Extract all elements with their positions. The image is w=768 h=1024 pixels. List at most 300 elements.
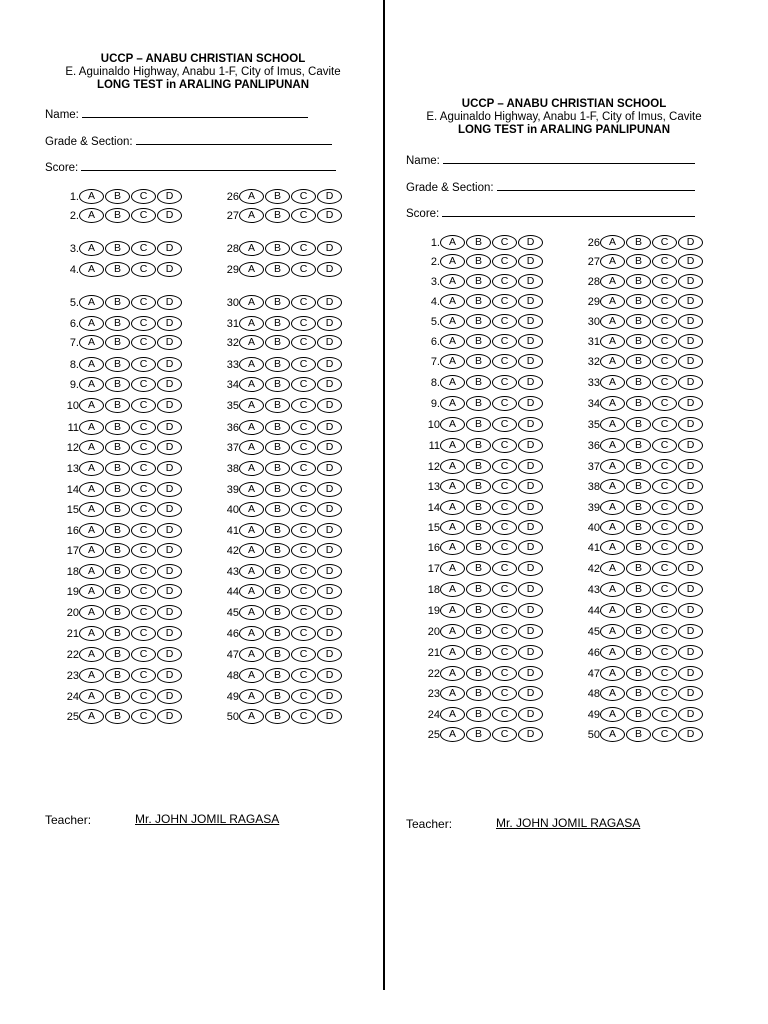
choice-bubble-b[interactable]: B (626, 294, 651, 309)
choice-bubble-a[interactable]: A (239, 564, 264, 579)
name-line[interactable] (443, 152, 695, 164)
choice-bubble-c[interactable]: C (652, 375, 677, 390)
choice-bubble-a[interactable]: A (79, 262, 104, 277)
choice-bubble-c[interactable]: C (652, 603, 677, 618)
choice-bubble-c[interactable]: C (131, 316, 156, 331)
choice-bubble-a[interactable]: A (79, 689, 104, 704)
choice-bubble-d[interactable]: D (518, 707, 543, 722)
choice-bubble-a[interactable]: A (79, 440, 104, 455)
choice-bubble-c[interactable]: C (291, 189, 316, 204)
choice-bubble-c[interactable]: C (291, 357, 316, 372)
choice-bubble-d[interactable]: D (518, 274, 543, 289)
choice-bubble-d[interactable]: D (518, 438, 543, 453)
choice-bubble-c[interactable]: C (652, 438, 677, 453)
choice-bubble-c[interactable]: C (291, 420, 316, 435)
choice-bubble-b[interactable]: B (265, 668, 290, 683)
choice-bubble-d[interactable]: D (678, 479, 703, 494)
choice-bubble-a[interactable]: A (600, 707, 625, 722)
choice-bubble-a[interactable]: A (600, 603, 625, 618)
choice-bubble-d[interactable]: D (518, 727, 543, 742)
choice-bubble-c[interactable]: C (131, 262, 156, 277)
choice-bubble-b[interactable]: B (265, 523, 290, 538)
choice-bubble-d[interactable]: D (317, 377, 342, 392)
choice-bubble-b[interactable]: B (265, 262, 290, 277)
choice-bubble-d[interactable]: D (678, 334, 703, 349)
choice-bubble-c[interactable]: C (131, 482, 156, 497)
choice-bubble-a[interactable]: A (239, 262, 264, 277)
choice-bubble-c[interactable]: C (652, 235, 677, 250)
choice-bubble-a[interactable]: A (440, 294, 465, 309)
choice-bubble-d[interactable]: D (317, 461, 342, 476)
choice-bubble-c[interactable]: C (131, 461, 156, 476)
choice-bubble-c[interactable]: C (131, 605, 156, 620)
choice-bubble-c[interactable]: C (291, 262, 316, 277)
choice-bubble-b[interactable]: B (466, 294, 491, 309)
choice-bubble-b[interactable]: B (466, 396, 491, 411)
choice-bubble-c[interactable]: C (291, 440, 316, 455)
choice-bubble-d[interactable]: D (317, 420, 342, 435)
choice-bubble-d[interactable]: D (317, 584, 342, 599)
choice-bubble-b[interactable]: B (626, 334, 651, 349)
choice-bubble-c[interactable]: C (131, 189, 156, 204)
choice-bubble-c[interactable]: C (131, 626, 156, 641)
choice-bubble-c[interactable]: C (291, 241, 316, 256)
choice-bubble-a[interactable]: A (600, 375, 625, 390)
choice-bubble-c[interactable]: C (131, 208, 156, 223)
choice-bubble-a[interactable]: A (600, 294, 625, 309)
choice-bubble-b[interactable]: B (105, 502, 130, 517)
choice-bubble-d[interactable]: D (678, 396, 703, 411)
choice-bubble-b[interactable]: B (626, 459, 651, 474)
choice-bubble-b[interactable]: B (466, 479, 491, 494)
choice-bubble-b[interactable]: B (626, 314, 651, 329)
choice-bubble-d[interactable]: D (317, 208, 342, 223)
choice-bubble-c[interactable]: C (291, 461, 316, 476)
choice-bubble-a[interactable]: A (440, 540, 465, 555)
choice-bubble-b[interactable]: B (626, 686, 651, 701)
choice-bubble-a[interactable]: A (440, 396, 465, 411)
choice-bubble-a[interactable]: A (440, 520, 465, 535)
choice-bubble-a[interactable]: A (600, 727, 625, 742)
choice-bubble-a[interactable]: A (600, 666, 625, 681)
choice-bubble-d[interactable]: D (678, 561, 703, 576)
choice-bubble-a[interactable]: A (440, 727, 465, 742)
choice-bubble-a[interactable]: A (239, 647, 264, 662)
choice-bubble-a[interactable]: A (440, 417, 465, 432)
choice-bubble-d[interactable]: D (317, 709, 342, 724)
choice-bubble-d[interactable]: D (317, 482, 342, 497)
choice-bubble-b[interactable]: B (626, 396, 651, 411)
choice-bubble-a[interactable]: A (440, 666, 465, 681)
choice-bubble-d[interactable]: D (157, 377, 182, 392)
choice-bubble-a[interactable]: A (600, 334, 625, 349)
choice-bubble-d[interactable]: D (518, 561, 543, 576)
choice-bubble-c[interactable]: C (131, 543, 156, 558)
choice-bubble-d[interactable]: D (518, 314, 543, 329)
grade-section-field[interactable] (45, 133, 332, 148)
choice-bubble-d[interactable]: D (317, 626, 342, 641)
choice-bubble-a[interactable]: A (79, 584, 104, 599)
choice-bubble-a[interactable]: A (239, 461, 264, 476)
choice-bubble-d[interactable]: D (518, 686, 543, 701)
choice-bubble-a[interactable]: A (600, 624, 625, 639)
choice-bubble-c[interactable]: C (291, 502, 316, 517)
choice-bubble-b[interactable]: B (626, 540, 651, 555)
choice-bubble-c[interactable]: C (492, 375, 517, 390)
choice-bubble-c[interactable]: C (131, 420, 156, 435)
choice-bubble-d[interactable]: D (518, 294, 543, 309)
choice-bubble-b[interactable]: B (466, 520, 491, 535)
choice-bubble-c[interactable]: C (492, 645, 517, 660)
choice-bubble-a[interactable]: A (600, 561, 625, 576)
choice-bubble-a[interactable]: A (79, 461, 104, 476)
choice-bubble-d[interactable]: D (317, 543, 342, 558)
choice-bubble-c[interactable]: C (131, 241, 156, 256)
choice-bubble-a[interactable]: A (239, 316, 264, 331)
choice-bubble-b[interactable]: B (265, 420, 290, 435)
choice-bubble-c[interactable]: C (131, 335, 156, 350)
choice-bubble-d[interactable]: D (157, 668, 182, 683)
choice-bubble-b[interactable]: B (105, 377, 130, 392)
choice-bubble-c[interactable]: C (652, 314, 677, 329)
choice-bubble-b[interactable]: B (626, 354, 651, 369)
choice-bubble-c[interactable]: C (492, 479, 517, 494)
choice-bubble-c[interactable]: C (131, 502, 156, 517)
choice-bubble-d[interactable]: D (317, 295, 342, 310)
choice-bubble-b[interactable]: B (105, 262, 130, 277)
choice-bubble-a[interactable]: A (440, 624, 465, 639)
choice-bubble-b[interactable]: B (105, 564, 130, 579)
choice-bubble-b[interactable]: B (105, 626, 130, 641)
choice-bubble-d[interactable]: D (317, 262, 342, 277)
grade-section-line[interactable] (136, 133, 332, 145)
choice-bubble-b[interactable]: B (265, 647, 290, 662)
choice-bubble-a[interactable]: A (79, 398, 104, 413)
choice-bubble-b[interactable]: B (105, 420, 130, 435)
choice-bubble-c[interactable]: C (492, 582, 517, 597)
choice-bubble-b[interactable]: B (105, 335, 130, 350)
choice-bubble-c[interactable]: C (291, 295, 316, 310)
choice-bubble-c[interactable]: C (291, 689, 316, 704)
choice-bubble-c[interactable]: C (652, 686, 677, 701)
choice-bubble-d[interactable]: D (157, 523, 182, 538)
choice-bubble-d[interactable]: D (157, 208, 182, 223)
choice-bubble-b[interactable]: B (466, 235, 491, 250)
choice-bubble-b[interactable]: B (265, 584, 290, 599)
choice-bubble-a[interactable]: A (239, 420, 264, 435)
choice-bubble-c[interactable]: C (492, 235, 517, 250)
choice-bubble-b[interactable]: B (265, 461, 290, 476)
score-field[interactable] (406, 205, 695, 220)
choice-bubble-c[interactable]: C (131, 709, 156, 724)
choice-bubble-d[interactable]: D (518, 396, 543, 411)
choice-bubble-a[interactable]: A (239, 523, 264, 538)
choice-bubble-c[interactable]: C (492, 314, 517, 329)
choice-bubble-b[interactable]: B (626, 375, 651, 390)
choice-bubble-a[interactable]: A (440, 354, 465, 369)
choice-bubble-b[interactable]: B (626, 645, 651, 660)
name-field[interactable] (45, 106, 308, 121)
choice-bubble-d[interactable]: D (157, 543, 182, 558)
choice-bubble-c[interactable]: C (291, 605, 316, 620)
choice-bubble-a[interactable]: A (79, 189, 104, 204)
choice-bubble-b[interactable]: B (466, 314, 491, 329)
choice-bubble-d[interactable]: D (678, 375, 703, 390)
choice-bubble-d[interactable]: D (317, 241, 342, 256)
choice-bubble-a[interactable]: A (440, 686, 465, 701)
choice-bubble-a[interactable]: A (239, 482, 264, 497)
choice-bubble-d[interactable]: D (317, 668, 342, 683)
choice-bubble-a[interactable]: A (79, 502, 104, 517)
choice-bubble-a[interactable]: A (239, 189, 264, 204)
choice-bubble-d[interactable]: D (157, 398, 182, 413)
choice-bubble-c[interactable]: C (492, 334, 517, 349)
choice-bubble-d[interactable]: D (157, 605, 182, 620)
choice-bubble-b[interactable]: B (105, 543, 130, 558)
choice-bubble-b[interactable]: B (105, 208, 130, 223)
choice-bubble-c[interactable]: C (492, 396, 517, 411)
choice-bubble-d[interactable]: D (678, 354, 703, 369)
choice-bubble-b[interactable]: B (265, 689, 290, 704)
choice-bubble-a[interactable]: A (600, 540, 625, 555)
choice-bubble-c[interactable]: C (492, 707, 517, 722)
choice-bubble-c[interactable]: C (492, 274, 517, 289)
choice-bubble-c[interactable]: C (652, 479, 677, 494)
choice-bubble-a[interactable]: A (600, 254, 625, 269)
choice-bubble-c[interactable]: C (291, 208, 316, 223)
choice-bubble-c[interactable]: C (492, 354, 517, 369)
choice-bubble-d[interactable]: D (518, 500, 543, 515)
choice-bubble-d[interactable]: D (317, 647, 342, 662)
choice-bubble-d[interactable]: D (678, 254, 703, 269)
choice-bubble-d[interactable]: D (157, 502, 182, 517)
choice-bubble-a[interactable]: A (79, 482, 104, 497)
choice-bubble-b[interactable]: B (466, 375, 491, 390)
choice-bubble-b[interactable]: B (105, 357, 130, 372)
choice-bubble-a[interactable]: A (600, 582, 625, 597)
choice-bubble-c[interactable]: C (492, 520, 517, 535)
choice-bubble-c[interactable]: C (492, 500, 517, 515)
choice-bubble-c[interactable]: C (652, 354, 677, 369)
score-line[interactable] (442, 205, 695, 217)
choice-bubble-b[interactable]: B (626, 727, 651, 742)
choice-bubble-b[interactable]: B (626, 479, 651, 494)
choice-bubble-b[interactable]: B (466, 603, 491, 618)
choice-bubble-a[interactable]: A (600, 274, 625, 289)
choice-bubble-a[interactable]: A (239, 605, 264, 620)
choice-bubble-a[interactable]: A (600, 686, 625, 701)
choice-bubble-a[interactable]: A (600, 235, 625, 250)
choice-bubble-c[interactable]: C (131, 668, 156, 683)
choice-bubble-c[interactable]: C (131, 440, 156, 455)
choice-bubble-d[interactable]: D (518, 254, 543, 269)
score-line[interactable] (81, 159, 336, 171)
choice-bubble-a[interactable]: A (440, 254, 465, 269)
choice-bubble-a[interactable]: A (440, 334, 465, 349)
choice-bubble-c[interactable]: C (492, 603, 517, 618)
choice-bubble-c[interactable]: C (492, 666, 517, 681)
choice-bubble-c[interactable]: C (652, 540, 677, 555)
choice-bubble-b[interactable]: B (466, 645, 491, 660)
choice-bubble-a[interactable]: A (440, 479, 465, 494)
choice-bubble-d[interactable]: D (157, 626, 182, 641)
choice-bubble-a[interactable]: A (239, 377, 264, 392)
choice-bubble-c[interactable]: C (492, 727, 517, 742)
choice-bubble-a[interactable]: A (440, 274, 465, 289)
choice-bubble-b[interactable]: B (105, 461, 130, 476)
choice-bubble-d[interactable]: D (157, 262, 182, 277)
choice-bubble-a[interactable]: A (600, 520, 625, 535)
choice-bubble-b[interactable]: B (105, 668, 130, 683)
choice-bubble-a[interactable]: A (440, 375, 465, 390)
choice-bubble-c[interactable]: C (652, 254, 677, 269)
choice-bubble-b[interactable]: B (105, 398, 130, 413)
choice-bubble-a[interactable]: A (440, 707, 465, 722)
choice-bubble-b[interactable]: B (466, 561, 491, 576)
choice-bubble-b[interactable]: B (105, 295, 130, 310)
choice-bubble-d[interactable]: D (518, 603, 543, 618)
choice-bubble-a[interactable]: A (239, 626, 264, 641)
choice-bubble-b[interactable]: B (626, 500, 651, 515)
choice-bubble-b[interactable]: B (265, 564, 290, 579)
choice-bubble-a[interactable]: A (79, 647, 104, 662)
choice-bubble-a[interactable]: A (440, 235, 465, 250)
choice-bubble-d[interactable]: D (518, 520, 543, 535)
choice-bubble-c[interactable]: C (131, 564, 156, 579)
choice-bubble-a[interactable]: A (79, 295, 104, 310)
choice-bubble-c[interactable]: C (131, 377, 156, 392)
choice-bubble-a[interactable]: A (600, 479, 625, 494)
choice-bubble-a[interactable]: A (79, 377, 104, 392)
choice-bubble-c[interactable]: C (652, 459, 677, 474)
choice-bubble-c[interactable]: C (652, 666, 677, 681)
choice-bubble-d[interactable]: D (518, 582, 543, 597)
choice-bubble-d[interactable]: D (157, 461, 182, 476)
choice-bubble-b[interactable]: B (265, 398, 290, 413)
choice-bubble-b[interactable]: B (626, 274, 651, 289)
choice-bubble-b[interactable]: B (466, 707, 491, 722)
choice-bubble-c[interactable]: C (291, 543, 316, 558)
choice-bubble-d[interactable]: D (518, 417, 543, 432)
choice-bubble-c[interactable]: C (291, 584, 316, 599)
choice-bubble-c[interactable]: C (652, 500, 677, 515)
choice-bubble-b[interactable]: B (466, 500, 491, 515)
choice-bubble-d[interactable]: D (678, 235, 703, 250)
choice-bubble-d[interactable]: D (678, 624, 703, 639)
choice-bubble-d[interactable]: D (678, 417, 703, 432)
choice-bubble-b[interactable]: B (105, 584, 130, 599)
choice-bubble-a[interactable]: A (79, 626, 104, 641)
choice-bubble-d[interactable]: D (157, 440, 182, 455)
choice-bubble-d[interactable]: D (157, 357, 182, 372)
choice-bubble-d[interactable]: D (157, 584, 182, 599)
choice-bubble-b[interactable]: B (626, 603, 651, 618)
choice-bubble-d[interactable]: D (678, 727, 703, 742)
choice-bubble-c[interactable]: C (652, 727, 677, 742)
choice-bubble-b[interactable]: B (105, 440, 130, 455)
choice-bubble-b[interactable]: B (466, 417, 491, 432)
choice-bubble-b[interactable]: B (265, 482, 290, 497)
choice-bubble-c[interactable]: C (291, 316, 316, 331)
choice-bubble-c[interactable]: C (291, 668, 316, 683)
choice-bubble-d[interactable]: D (317, 564, 342, 579)
choice-bubble-b[interactable]: B (466, 354, 491, 369)
choice-bubble-d[interactable]: D (678, 500, 703, 515)
choice-bubble-b[interactable]: B (105, 605, 130, 620)
choice-bubble-b[interactable]: B (265, 335, 290, 350)
choice-bubble-d[interactable]: D (518, 354, 543, 369)
choice-bubble-b[interactable]: B (265, 357, 290, 372)
choice-bubble-b[interactable]: B (626, 438, 651, 453)
choice-bubble-a[interactable]: A (600, 396, 625, 411)
name-line[interactable] (82, 106, 308, 118)
choice-bubble-d[interactable]: D (518, 624, 543, 639)
choice-bubble-b[interactable]: B (466, 727, 491, 742)
choice-bubble-a[interactable]: A (239, 440, 264, 455)
choice-bubble-a[interactable]: A (79, 420, 104, 435)
choice-bubble-b[interactable]: B (626, 254, 651, 269)
choice-bubble-c[interactable]: C (652, 624, 677, 639)
choice-bubble-b[interactable]: B (265, 208, 290, 223)
choice-bubble-d[interactable]: D (317, 440, 342, 455)
choice-bubble-c[interactable]: C (652, 561, 677, 576)
choice-bubble-b[interactable]: B (466, 582, 491, 597)
choice-bubble-a[interactable]: A (239, 357, 264, 372)
choice-bubble-d[interactable]: D (157, 482, 182, 497)
choice-bubble-c[interactable]: C (652, 274, 677, 289)
choice-bubble-b[interactable]: B (626, 582, 651, 597)
choice-bubble-c[interactable]: C (492, 686, 517, 701)
choice-bubble-a[interactable]: A (239, 208, 264, 223)
choice-bubble-a[interactable]: A (600, 314, 625, 329)
choice-bubble-d[interactable]: D (678, 274, 703, 289)
choice-bubble-d[interactable]: D (518, 479, 543, 494)
choice-bubble-b[interactable]: B (466, 666, 491, 681)
choice-bubble-d[interactable]: D (317, 605, 342, 620)
choice-bubble-b[interactable]: B (105, 689, 130, 704)
choice-bubble-d[interactable]: D (678, 520, 703, 535)
choice-bubble-b[interactable]: B (105, 523, 130, 538)
choice-bubble-a[interactable]: A (600, 645, 625, 660)
choice-bubble-d[interactable]: D (317, 335, 342, 350)
choice-bubble-a[interactable]: A (239, 543, 264, 558)
choice-bubble-c[interactable]: C (291, 377, 316, 392)
choice-bubble-b[interactable]: B (466, 624, 491, 639)
choice-bubble-b[interactable]: B (105, 709, 130, 724)
choice-bubble-c[interactable]: C (652, 645, 677, 660)
choice-bubble-b[interactable]: B (466, 686, 491, 701)
choice-bubble-c[interactable]: C (131, 647, 156, 662)
choice-bubble-d[interactable]: D (678, 294, 703, 309)
choice-bubble-d[interactable]: D (157, 564, 182, 579)
choice-bubble-a[interactable]: A (239, 502, 264, 517)
choice-bubble-b[interactable]: B (265, 377, 290, 392)
choice-bubble-c[interactable]: C (652, 417, 677, 432)
choice-bubble-b[interactable]: B (265, 605, 290, 620)
choice-bubble-b[interactable]: B (105, 241, 130, 256)
choice-bubble-a[interactable]: A (600, 417, 625, 432)
choice-bubble-c[interactable]: C (131, 357, 156, 372)
choice-bubble-a[interactable]: A (79, 668, 104, 683)
choice-bubble-b[interactable]: B (626, 624, 651, 639)
choice-bubble-a[interactable]: A (239, 689, 264, 704)
choice-bubble-c[interactable]: C (652, 582, 677, 597)
choice-bubble-b[interactable]: B (626, 235, 651, 250)
choice-bubble-d[interactable]: D (678, 666, 703, 681)
choice-bubble-a[interactable]: A (79, 357, 104, 372)
choice-bubble-c[interactable]: C (131, 295, 156, 310)
choice-bubble-c[interactable]: C (131, 689, 156, 704)
